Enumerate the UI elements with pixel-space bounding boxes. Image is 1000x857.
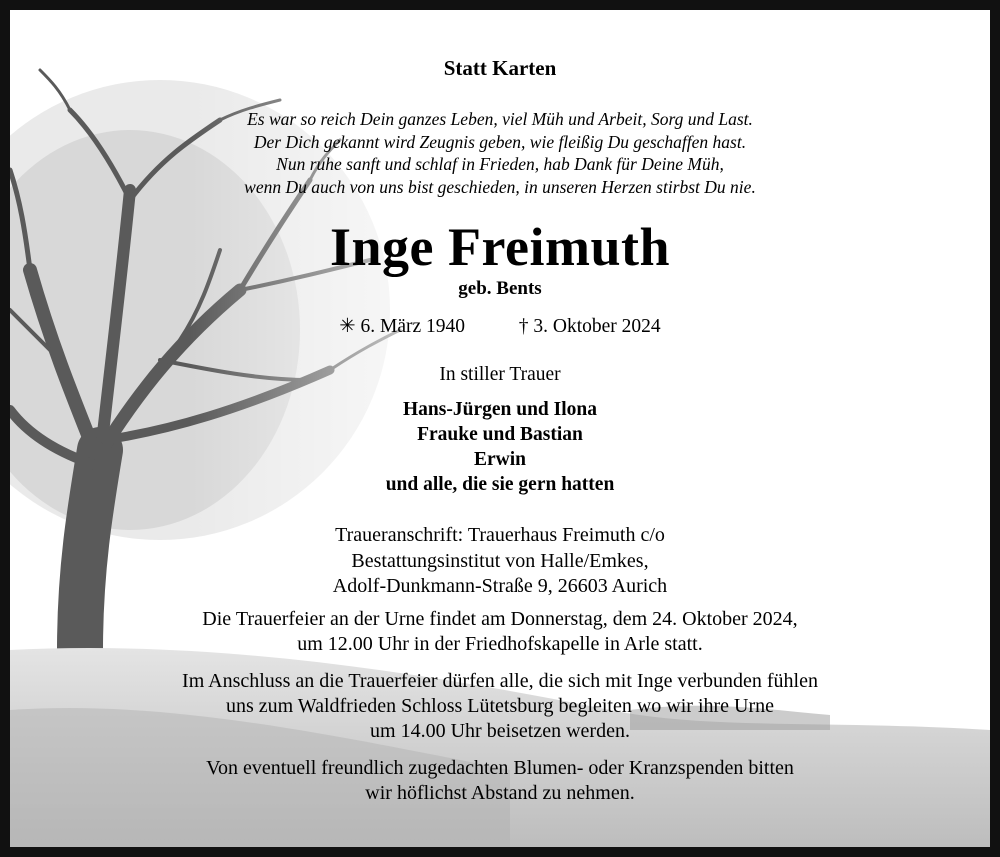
poem-line: wenn Du auch von uns bist geschieden, in unseren Herzen stirbst Du nie.	[244, 176, 756, 197]
burial-info	[10, 669, 990, 744]
mourner-line: Hans-Jürgen und Ilona	[403, 399, 597, 420]
burial-line: um 14.00 Uhr beisetzen werden.	[370, 720, 630, 742]
burial-line: uns zum Waldfrieden Schloss Lütetsburg begleiten wo wir ihre Urne	[225, 695, 775, 717]
mourners-list	[10, 397, 990, 497]
service-line: Die Trauerfeier an der Urne findet am Donnerstag, dem 24. Oktober 2024,	[202, 608, 798, 630]
birth-date: ✳ 6. März 1940	[339, 316, 466, 337]
birth-name: geb. Bents	[458, 278, 542, 299]
memorial-poem	[10, 108, 990, 198]
deceased-name: Inge Freimuth	[330, 217, 670, 277]
death-date: † 3. Oktober 2024	[518, 316, 661, 337]
service-line: um 12.00 Uhr in der Friedhofskapelle in Arle statt.	[297, 632, 703, 655]
poem-line: Nun ruhe sanft und schlaf in Frieden, hab Dank für Deine Müh,	[276, 154, 724, 174]
life-dates	[10, 314, 990, 338]
obituary-card	[10, 10, 990, 847]
poem-line: Es war so reich Dein ganzes Leben, viel Müh und Arbeit, Sorg und Last.	[247, 109, 753, 129]
mourning-intro: In stiller Trauer	[439, 364, 561, 385]
flowers-line: Von eventuell freundlich zugedachten Blumen- oder Kranzspenden bitten	[206, 757, 794, 779]
mourner-line: Erwin	[473, 449, 526, 470]
mourning-address	[10, 523, 990, 600]
notice-heading: Statt Karten	[443, 56, 557, 80]
address-line: Adolf-Dunkmann-Straße 9, 26603 Aurich	[332, 575, 668, 597]
flowers-line: wir höflichst Abstand zu nehmen.	[365, 781, 635, 804]
flowers-request	[10, 756, 990, 805]
address-line: Traueranschrift: Trauerhaus Freimuth c/o	[335, 524, 665, 546]
burial-line: Im Anschluss an die Trauerfeier dürfen alle, die sich mit Inge verbunden fühlen	[182, 670, 818, 692]
address-line: Bestattungsinstitut von Halle/Emkes,	[351, 549, 649, 572]
mourner-line: Frauke und Bastian	[417, 424, 583, 445]
mourner-line: und alle, die sie gern hatten	[385, 474, 615, 495]
funeral-service-info	[10, 607, 990, 656]
poem-line: Der Dich gekannt wird Zeugnis geben, wie fleißig Du geschaffen hast.	[253, 131, 747, 152]
